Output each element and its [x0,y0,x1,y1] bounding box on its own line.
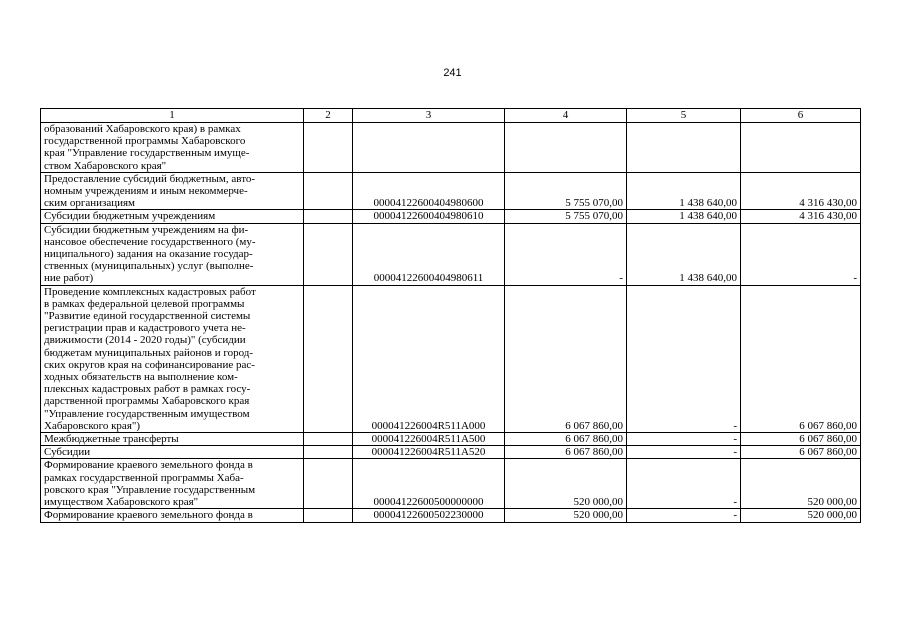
table-row [41,285,861,432]
row-value-4: 5 755 070,00 [505,210,627,223]
row-value-5: 1 438 640,00 [627,210,741,223]
row-value-6: 520 000,00 [741,459,861,509]
budget-table [40,108,861,523]
row-code: 00004122600500000000 [353,459,505,509]
row-name: Субсидии бюджетным учреждениям на фи- нансовое обеспечение государственного (му- ниципального) задания на оказание государ- ственных (муниципальных) услуг (выполне- ние работ) [41,223,304,285]
row-name: Субсидии [41,446,304,459]
row-code: 000041226004R511A000 [353,285,505,432]
row-col2 [304,172,353,210]
table-row [41,446,861,459]
row-col2 [304,223,353,285]
row-value-5: - [627,433,741,446]
column-header: 6 [741,109,861,123]
row-code: 000041226004R511A500 [353,433,505,446]
table-row [41,459,861,509]
row-value-4: 6 067 860,00 [505,285,627,432]
column-header: 1 [41,109,304,123]
row-value-5: - [627,285,741,432]
row-value-6: 4 316 430,00 [741,172,861,210]
row-value-5: 1 438 640,00 [627,223,741,285]
row-value-5: - [627,446,741,459]
row-name: образований Хабаровского края) в рамках государственной программы Хабаровского края "Управление государственным имуще- ством Хабаровского края" [41,123,304,173]
row-col2 [304,123,353,173]
row-col2 [304,509,353,522]
row-name: Проведение комплексных кадастровых работ в рамках федеральной целевой программы "Развитие единой государственной системы регистрации прав и кадастрового учета не- движимости (2014 - 2020 годы)" (субсидии бюджетам муниципальных районов и город- ских округов края на софинансирование рас- ходных обязательств на выполнение ком- плексных кадастровых работ в рамках госу- дарственной программы Хабаровского края "Управление государственным имуществом Хабаровского края") [41,285,304,432]
row-value-4: - [505,223,627,285]
row-value-6: 520 000,00 [741,509,861,522]
row-value-6: - [741,223,861,285]
row-name: Формирование краевого земельного фонда в рамках государственной программы Хаба- ровского края "Управление государственным имуществом Хабаровского края" [41,459,304,509]
row-value-6: 6 067 860,00 [741,446,861,459]
column-header: 3 [353,109,505,123]
table-row [41,210,861,223]
row-code [353,123,505,173]
row-value-5: - [627,509,741,522]
row-value-4: 6 067 860,00 [505,433,627,446]
row-col2 [304,210,353,223]
row-value-6: 4 316 430,00 [741,210,861,223]
row-value-6: 6 067 860,00 [741,433,861,446]
row-name: Формирование краевого земельного фонда в [41,509,304,522]
row-name: Предоставление субсидий бюджетным, авто- номным учреждениям и иным некоммерче- ским организациям [41,172,304,210]
row-code: 00004122600404980610 [353,210,505,223]
column-header: 2 [304,109,353,123]
row-col2 [304,285,353,432]
row-value-6 [741,123,861,173]
row-name: Субсидии бюджетным учреждениям [41,210,304,223]
row-value-4: 5 755 070,00 [505,172,627,210]
column-header: 5 [627,109,741,123]
row-value-4 [505,123,627,173]
row-code: 00004122600404980600 [353,172,505,210]
row-code: 00004122600502230000 [353,509,505,522]
page-number: 241 [443,67,462,79]
table-row [41,433,861,446]
table-row [41,509,861,522]
column-header: 4 [505,109,627,123]
table-row [41,123,861,173]
row-value-5: 1 438 640,00 [627,172,741,210]
row-value-4: 520 000,00 [505,509,627,522]
row-value-6: 6 067 860,00 [741,285,861,432]
row-value-4: 6 067 860,00 [505,446,627,459]
row-value-5 [627,123,741,173]
row-code: 00004122600404980611 [353,223,505,285]
row-code: 000041226004R511A520 [353,446,505,459]
row-name: Межбюджетные трансферты [41,433,304,446]
row-value-5: - [627,459,741,509]
row-value-4: 520 000,00 [505,459,627,509]
table-header-row [41,109,861,123]
row-col2 [304,459,353,509]
table-row [41,223,861,285]
row-col2 [304,446,353,459]
row-col2 [304,433,353,446]
table-row [41,172,861,210]
